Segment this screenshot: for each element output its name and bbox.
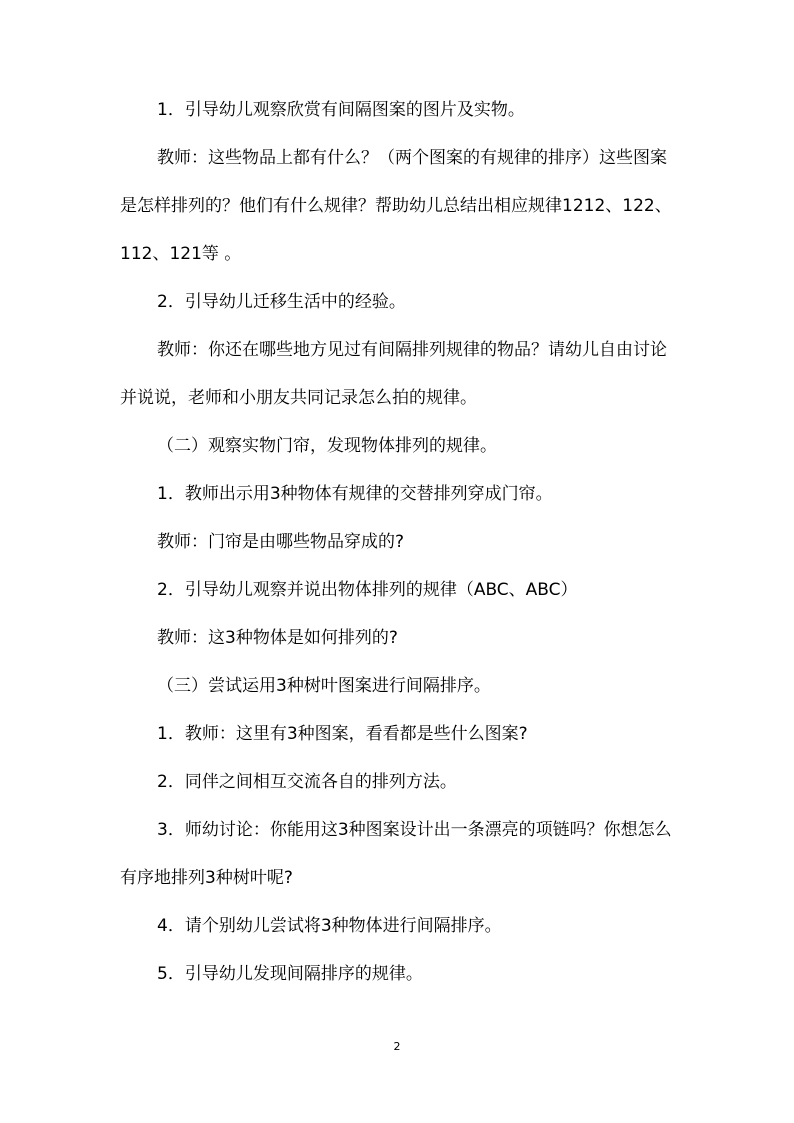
paragraph-leaf-step-1: 1．教师：这里有3种图案，看看都是些什么图案? [157, 724, 528, 744]
paragraph-leaf-step-3: 3．师幼讨论：你能用这3种图案设计出一条漂亮的项链吗？你想怎么有序地排列3种树叶呢? [120, 820, 672, 888]
paragraph-leaf-step-5: 5．引导幼儿发现间隔排序的规律。 [157, 964, 423, 984]
section-heading-2: （二）观察实物门帘，发现物体排列的规律。 [157, 436, 497, 456]
paragraph-leaf-step-2: 2．同伴之间相互交流各自的排列方法。 [157, 772, 457, 792]
paragraph-leaf-step-4: 4．请个别幼儿尝试将3种物体进行间隔排序。 [157, 916, 502, 936]
page-number: 2 [393, 1040, 401, 1053]
paragraph-teacher-question-where: 教师：你还在哪些地方见过有间隔排列规律的物品？请幼儿自由讨论并说说，老师和小朋友共同记录怎么拍的规律。 [120, 340, 667, 408]
paragraph-curtain-step-2: 2．引导幼儿观察并说出物体排列的规律（ABC、ABC） [157, 580, 578, 600]
paragraph-curtain-question: 教师：门帘是由哪些物品穿成的? [157, 532, 405, 552]
paragraph-teacher-question-patterns: 教师：这些物品上都有什么？（两个图案的有规律的排序）这些图案是怎样排列的？他们有什么规律？帮助幼儿总结出相应规律1212、122、112、121等 。 [120, 148, 672, 264]
paragraph-step-2-transfer: 2．引导幼儿迁移生活中的经验。 [157, 292, 406, 312]
paragraph-arrangement-question: 教师：这3种物体是如何排列的? [157, 628, 398, 648]
paragraph-curtain-step-1: 1．教师出示用3种物体有规律的交替排列穿成门帘。 [157, 484, 553, 504]
paragraph-step-1-observe: 1．引导幼儿观察欣赏有间隔图案的图片及实物。 [157, 100, 525, 120]
section-heading-3: （三）尝试运用3种树叶图案进行间隔排序。 [157, 676, 491, 696]
